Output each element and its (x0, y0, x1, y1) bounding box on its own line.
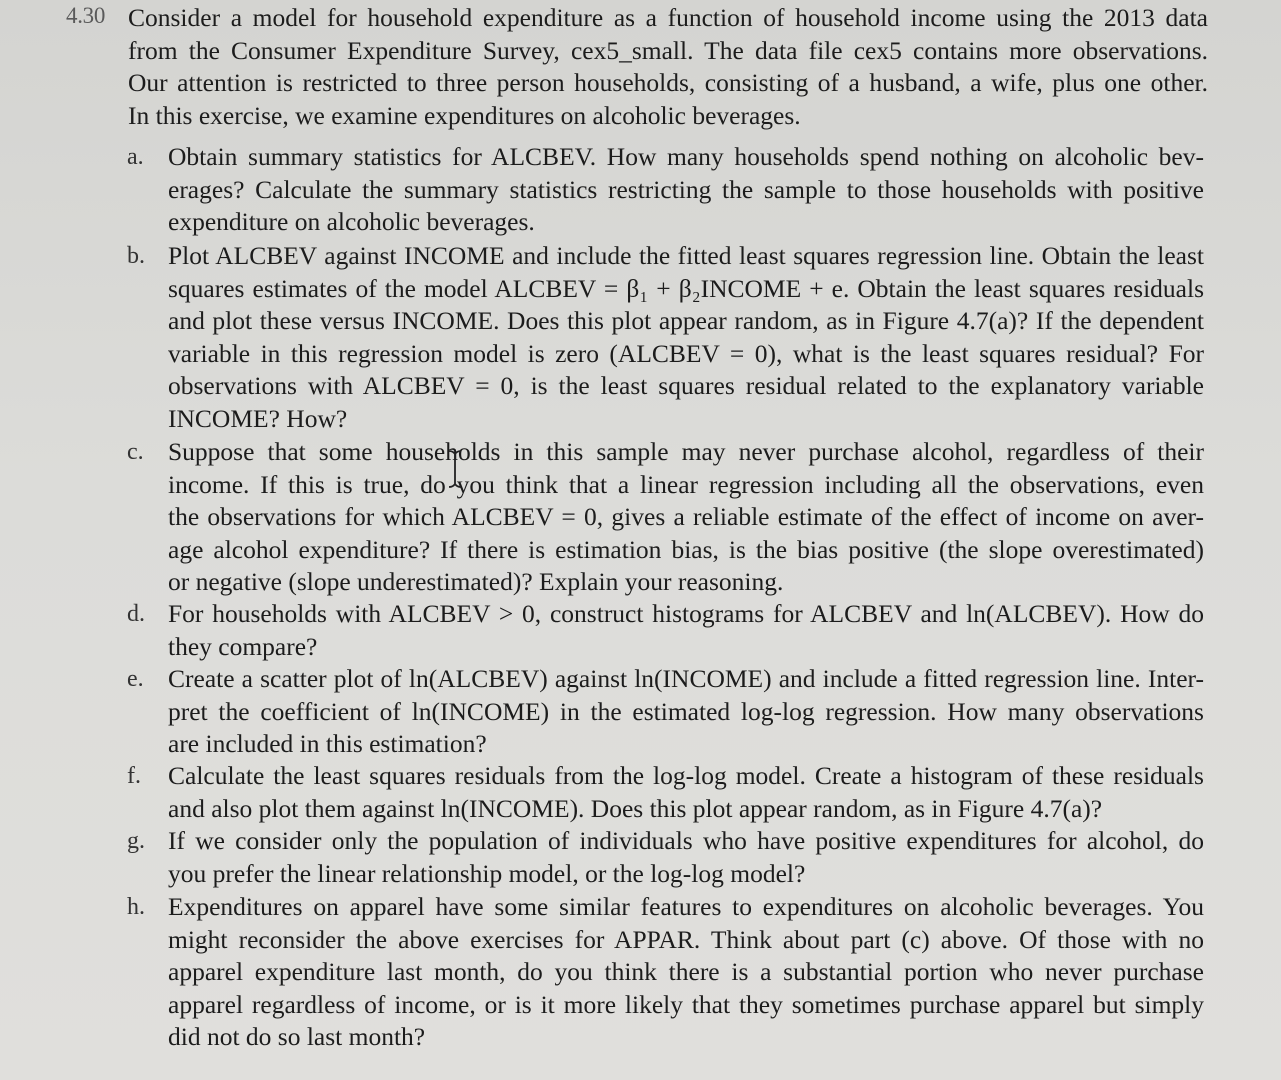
part-label: c. (127, 439, 144, 465)
part-body (168, 663, 1204, 761)
part-line: erages? Calculate the summary statistics restricting the sample to those households with positive (168, 174, 1204, 204)
part-line: For households with ALCBEV > 0, construct histograms for ALCBEV and ln(ALCBEV). How do (168, 599, 1204, 628)
part-label: b. (127, 243, 145, 269)
part-label: f. (127, 763, 141, 789)
part-body (168, 760, 1204, 825)
part-line: Calculate the least squares residuals from the log-log model. Create a histogram of these residuals (168, 761, 1204, 790)
part-line: you prefer the linear relationship model, or the log-log model? (168, 858, 806, 888)
intro-line: Our attention is restricted to three person households, consisting of a husband, a wife, plus one other. (128, 68, 1208, 98)
part-label: a. (127, 144, 144, 170)
part-line: Expenditures on apparel have some similar features to expenditures on alcoholic beverages. You (168, 892, 1204, 921)
part-line: variable in this regression model is zero (ALCBEV = 0), what is the least squares residual? For (168, 338, 1204, 368)
part-body (168, 141, 1204, 239)
part-body (168, 598, 1204, 663)
part-line: Plot ALCBEV against INCOME and include the fitted least squares regression line. Obtain the least (168, 241, 1204, 270)
part-line: squares estimates of the model ALCBEV = β₁ + β₂INCOME + e. Obtain the least squares residuals (168, 273, 1204, 303)
part-line: and also plot them against ln(INCOME). Does this plot appear random, as in Figure 4.7(a)? (168, 793, 1103, 823)
part-body (168, 436, 1204, 599)
part-line: pret the coefficient of ln(INCOME) in the estimated log-log regression. How many observations (168, 696, 1204, 726)
part-line: did not do so last month? (168, 1022, 426, 1052)
exercise-intro (128, 2, 1208, 132)
part-label: h. (127, 894, 145, 920)
intro-line: from the Consumer Expenditure Survey, cex5_small. The data file cex5 contains more observations. (128, 35, 1208, 65)
part-line: Create a scatter plot of ln(ALCBEV) against ln(INCOME) and include a fitted regression line. Inter- (168, 664, 1204, 693)
part-line: income. If this is true, do you think that a linear regression including all the observations, even (168, 469, 1204, 499)
part-label: e. (127, 666, 144, 692)
part-line: are included in this estimation? (168, 729, 487, 759)
intro-line: Consider a model for household expenditure as a function of household income using the 2013 data (128, 3, 1208, 32)
part-line: expenditure on alcoholic beverages. (168, 207, 535, 237)
part-line: observations with ALCBEV = 0, is the least squares residual related to the explanatory variable (168, 371, 1204, 401)
part-line: apparel regardless of income, or is it more likely that they sometimes purchase apparel but simply (168, 989, 1204, 1019)
text-cursor-icon (447, 449, 463, 489)
part-line: they compare? (168, 631, 318, 661)
part-line: Obtain summary statistics for ALCBEV. How many households spend nothing on alcoholic bev- (168, 142, 1204, 171)
part-line: might reconsider the above exercises for APPAR. Think about part (c) above. Of those with no (168, 924, 1204, 954)
intro-line: In this exercise, we examine expenditures on alcoholic beverages. (128, 100, 801, 130)
part-label: d. (127, 601, 145, 627)
part-line: the observations for which ALCBEV = 0, gives a reliable estimate of the effect of income on aver- (168, 502, 1204, 532)
part-line: If we consider only the population of individuals who have positive expenditures for alcohol, do (168, 826, 1204, 855)
part-line: Suppose that some households in this sample may never purchase alcohol, regardless of their (168, 437, 1204, 466)
part-line: apparel expenditure last month, do you think there is a substantial portion who never purchase (168, 957, 1204, 987)
part-line: and plot these versus INCOME. Does this plot appear random, as in Figure 4.7(a)? If the dependent (168, 306, 1204, 336)
exercise-number: 4.30 (66, 3, 106, 28)
part-line: age alcohol expenditure? If there is estimation bias, is the bias positive (the slope overestimated) (168, 534, 1204, 564)
part-line: INCOME? How? (168, 403, 348, 433)
part-line: or negative (slope underestimated)? Explain your reasoning. (168, 567, 784, 597)
part-label: g. (127, 828, 145, 854)
part-body (168, 891, 1204, 1054)
part-body (168, 825, 1204, 890)
part-body (168, 240, 1204, 436)
